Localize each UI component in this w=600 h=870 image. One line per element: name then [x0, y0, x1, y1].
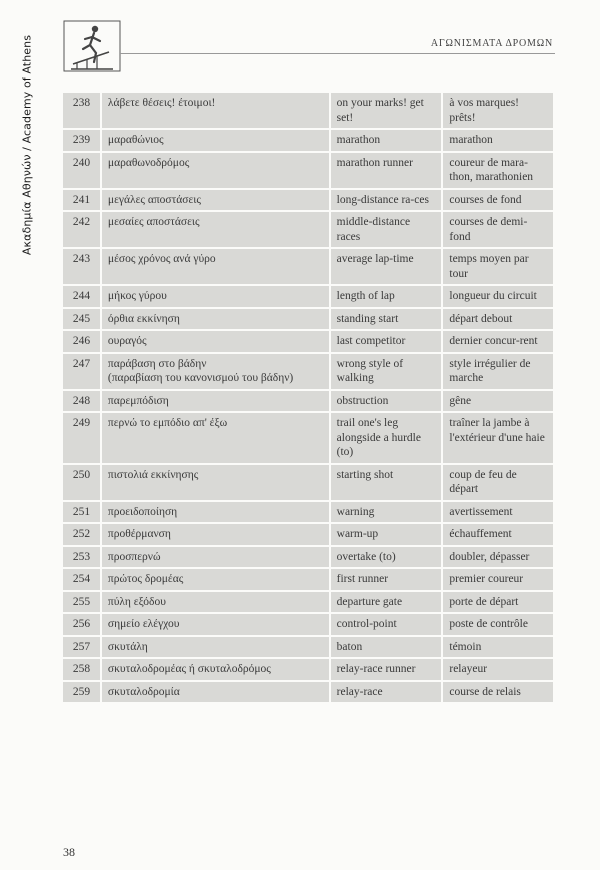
greek-term [102, 547, 331, 568]
greek-term [102, 592, 331, 613]
english-term: baton [331, 637, 444, 658]
entry-number: 256 [63, 614, 102, 635]
table-row [63, 93, 553, 128]
greek-term [102, 286, 331, 307]
greek-term-line: λάβετε θέσεις! έτοιμοι! [107, 97, 216, 109]
greek-term [102, 212, 331, 247]
english-term: trail one's leg alongside a hurdle (to) [331, 413, 444, 463]
page-header-title: ΑΓΩΝΙΣΜΑΤΑ ΔΡΟΜΩΝ [430, 38, 553, 49]
greek-term [102, 354, 331, 389]
french-term: courses de fond [443, 190, 553, 211]
english-term: last competitor [331, 331, 444, 352]
entry-number: 259 [63, 682, 102, 703]
side-label-text: Ακαδημία Αθηνών / Academy of Athens [20, 34, 34, 256]
table-row [63, 547, 553, 568]
entry-number: 255 [63, 592, 102, 613]
greek-term-line: πύλη εξόδου [107, 595, 166, 608]
entry-number: 246 [63, 331, 102, 352]
greek-term [102, 659, 331, 680]
french-term: gêne [443, 391, 553, 412]
table-row [63, 391, 553, 412]
french-term: échauffement [443, 524, 553, 545]
french-term: témoin [443, 637, 553, 658]
french-term: à vos marques! prêts! [443, 93, 553, 128]
english-term: standing start [331, 309, 444, 330]
table-row [63, 286, 553, 307]
greek-term [102, 331, 331, 352]
table-row [63, 569, 553, 590]
greek-term [102, 249, 331, 284]
entry-number: 243 [63, 249, 102, 284]
french-term: longueur du circuit [443, 286, 553, 307]
english-term: wrong style of walking [331, 354, 444, 389]
greek-term-line: σκυταλοδρομέας ή σκυταλοδρόμος [107, 663, 271, 675]
page-number: 38 [63, 845, 75, 859]
entry-number: 239 [63, 130, 102, 151]
table-row [63, 153, 553, 188]
table-row [63, 637, 553, 658]
greek-term [102, 502, 331, 523]
french-term: marathon [443, 130, 553, 151]
greek-term-line: όρθια εκκίνηση [107, 312, 180, 325]
french-term: doubler, dépasser [443, 547, 553, 568]
greek-term [102, 391, 331, 412]
glossary-table [63, 91, 553, 704]
greek-term [102, 524, 331, 545]
english-term: overtake (to) [331, 547, 444, 568]
french-term: avertissement [443, 502, 553, 523]
greek-term [102, 465, 331, 500]
greek-term [102, 569, 331, 590]
french-term: traîner la jambe à l'extérieur d'une haie [443, 413, 553, 463]
table-row [63, 465, 553, 500]
entry-number: 252 [63, 524, 102, 545]
table-row [63, 190, 553, 211]
french-term: coureur de mara-thon, marathonien [443, 153, 553, 188]
french-term: porte de départ [443, 592, 553, 613]
french-term: dernier concur-rent [443, 331, 553, 352]
greek-term-line: παρεμπόδιση [107, 394, 169, 407]
greek-term [102, 614, 331, 635]
table-row [63, 309, 553, 330]
french-term: relayeur [443, 659, 553, 680]
greek-term-line: μέσος χρόνος ανά γύρο [107, 253, 216, 265]
english-term: departure gate [331, 592, 444, 613]
entry-number: 248 [63, 391, 102, 412]
greek-term-line: πρώτος δρομέας [107, 573, 184, 585]
side-label [18, 34, 36, 256]
entry-number: 242 [63, 212, 102, 247]
english-term: relay-race runner [331, 659, 444, 680]
table-row [63, 659, 553, 680]
greek-term-line: προειδοποίηση [107, 505, 178, 518]
greek-term-line: ουραγός [107, 335, 147, 347]
table-row [63, 502, 553, 523]
entry-number: 241 [63, 190, 102, 211]
entry-number: 247 [63, 354, 102, 389]
entry-number: 257 [63, 637, 102, 658]
english-term: middle-distance races [331, 212, 444, 247]
greek-term-line: μεγάλες αποστάσεις [107, 193, 201, 206]
greek-term-line: σημείο ελέγχου [107, 618, 180, 630]
table-row [63, 524, 553, 545]
table-row [63, 614, 553, 635]
french-term: courses de demi-fond [443, 212, 553, 247]
greek-term-line: μαραθώνιος [107, 134, 164, 146]
table-row [63, 249, 553, 284]
entry-number: 238 [63, 93, 102, 128]
greek-term [102, 637, 331, 658]
entry-number: 253 [63, 547, 102, 568]
greek-term-line: μήκος γύρου [107, 290, 167, 302]
table-row [63, 682, 553, 703]
entry-number: 240 [63, 153, 102, 188]
table-row [63, 592, 553, 613]
english-term: first runner [331, 569, 444, 590]
english-term: on your marks! get set! [331, 93, 444, 128]
greek-term-line: σκυτάλη [107, 640, 148, 653]
greek-term-line: παράβαση στο βάδην [107, 357, 207, 370]
greek-term-line: μεσαίες αποστάσεις [107, 216, 200, 228]
greek-term [102, 413, 331, 463]
french-term: premier coureur [443, 569, 553, 590]
greek-term-line: περνώ το εμπόδιο απ' έξω [107, 417, 228, 429]
greek-term-line: μαραθωνοδρόμος [107, 156, 190, 169]
greek-term [102, 93, 331, 128]
greek-term-line: πιστολιά εκκίνησης [107, 468, 199, 481]
english-term: average lap-time [331, 249, 444, 284]
table-row [63, 331, 553, 352]
glossary-body [63, 93, 553, 702]
table-row [63, 130, 553, 151]
entry-number: 244 [63, 286, 102, 307]
entry-number: 245 [63, 309, 102, 330]
entry-number: 254 [63, 569, 102, 590]
table-row [63, 413, 553, 463]
entry-number: 251 [63, 502, 102, 523]
greek-term-line: προθέρμανση [107, 528, 171, 540]
french-term: départ debout [443, 309, 553, 330]
entry-number: 250 [63, 465, 102, 500]
greek-term [102, 309, 331, 330]
greek-term-line: (παραβίαση του κανονισμού του βάδην) [107, 372, 294, 384]
french-term: poste de contrôle [443, 614, 553, 635]
greek-term [102, 190, 331, 211]
english-term: marathon runner [331, 153, 444, 188]
english-term: obstruction [331, 391, 444, 412]
english-term: warm-up [331, 524, 444, 545]
french-term: course de relais [443, 682, 553, 703]
french-term: temps moyen par tour [443, 249, 553, 284]
entry-number: 249 [63, 413, 102, 463]
greek-term [102, 682, 331, 703]
header-rule [120, 53, 555, 54]
greek-term [102, 153, 331, 188]
table-row [63, 354, 553, 389]
greek-term [102, 130, 331, 151]
english-term: control-point [331, 614, 444, 635]
french-term: coup de feu de départ [443, 465, 553, 500]
english-term: starting shot [331, 465, 444, 500]
runner-hurdle-icon [63, 20, 121, 72]
english-term: long-distance ra-ces [331, 190, 444, 211]
english-term: marathon [331, 130, 444, 151]
english-term: warning [331, 502, 444, 523]
english-term: length of lap [331, 286, 444, 307]
entry-number: 258 [63, 659, 102, 680]
english-term: relay-race [331, 682, 444, 703]
table-row [63, 212, 553, 247]
greek-term-line: προσπερνώ [107, 550, 161, 563]
french-term: style irrégulier de marche [443, 354, 553, 389]
greek-term-line: σκυταλοδρομία [107, 685, 180, 698]
